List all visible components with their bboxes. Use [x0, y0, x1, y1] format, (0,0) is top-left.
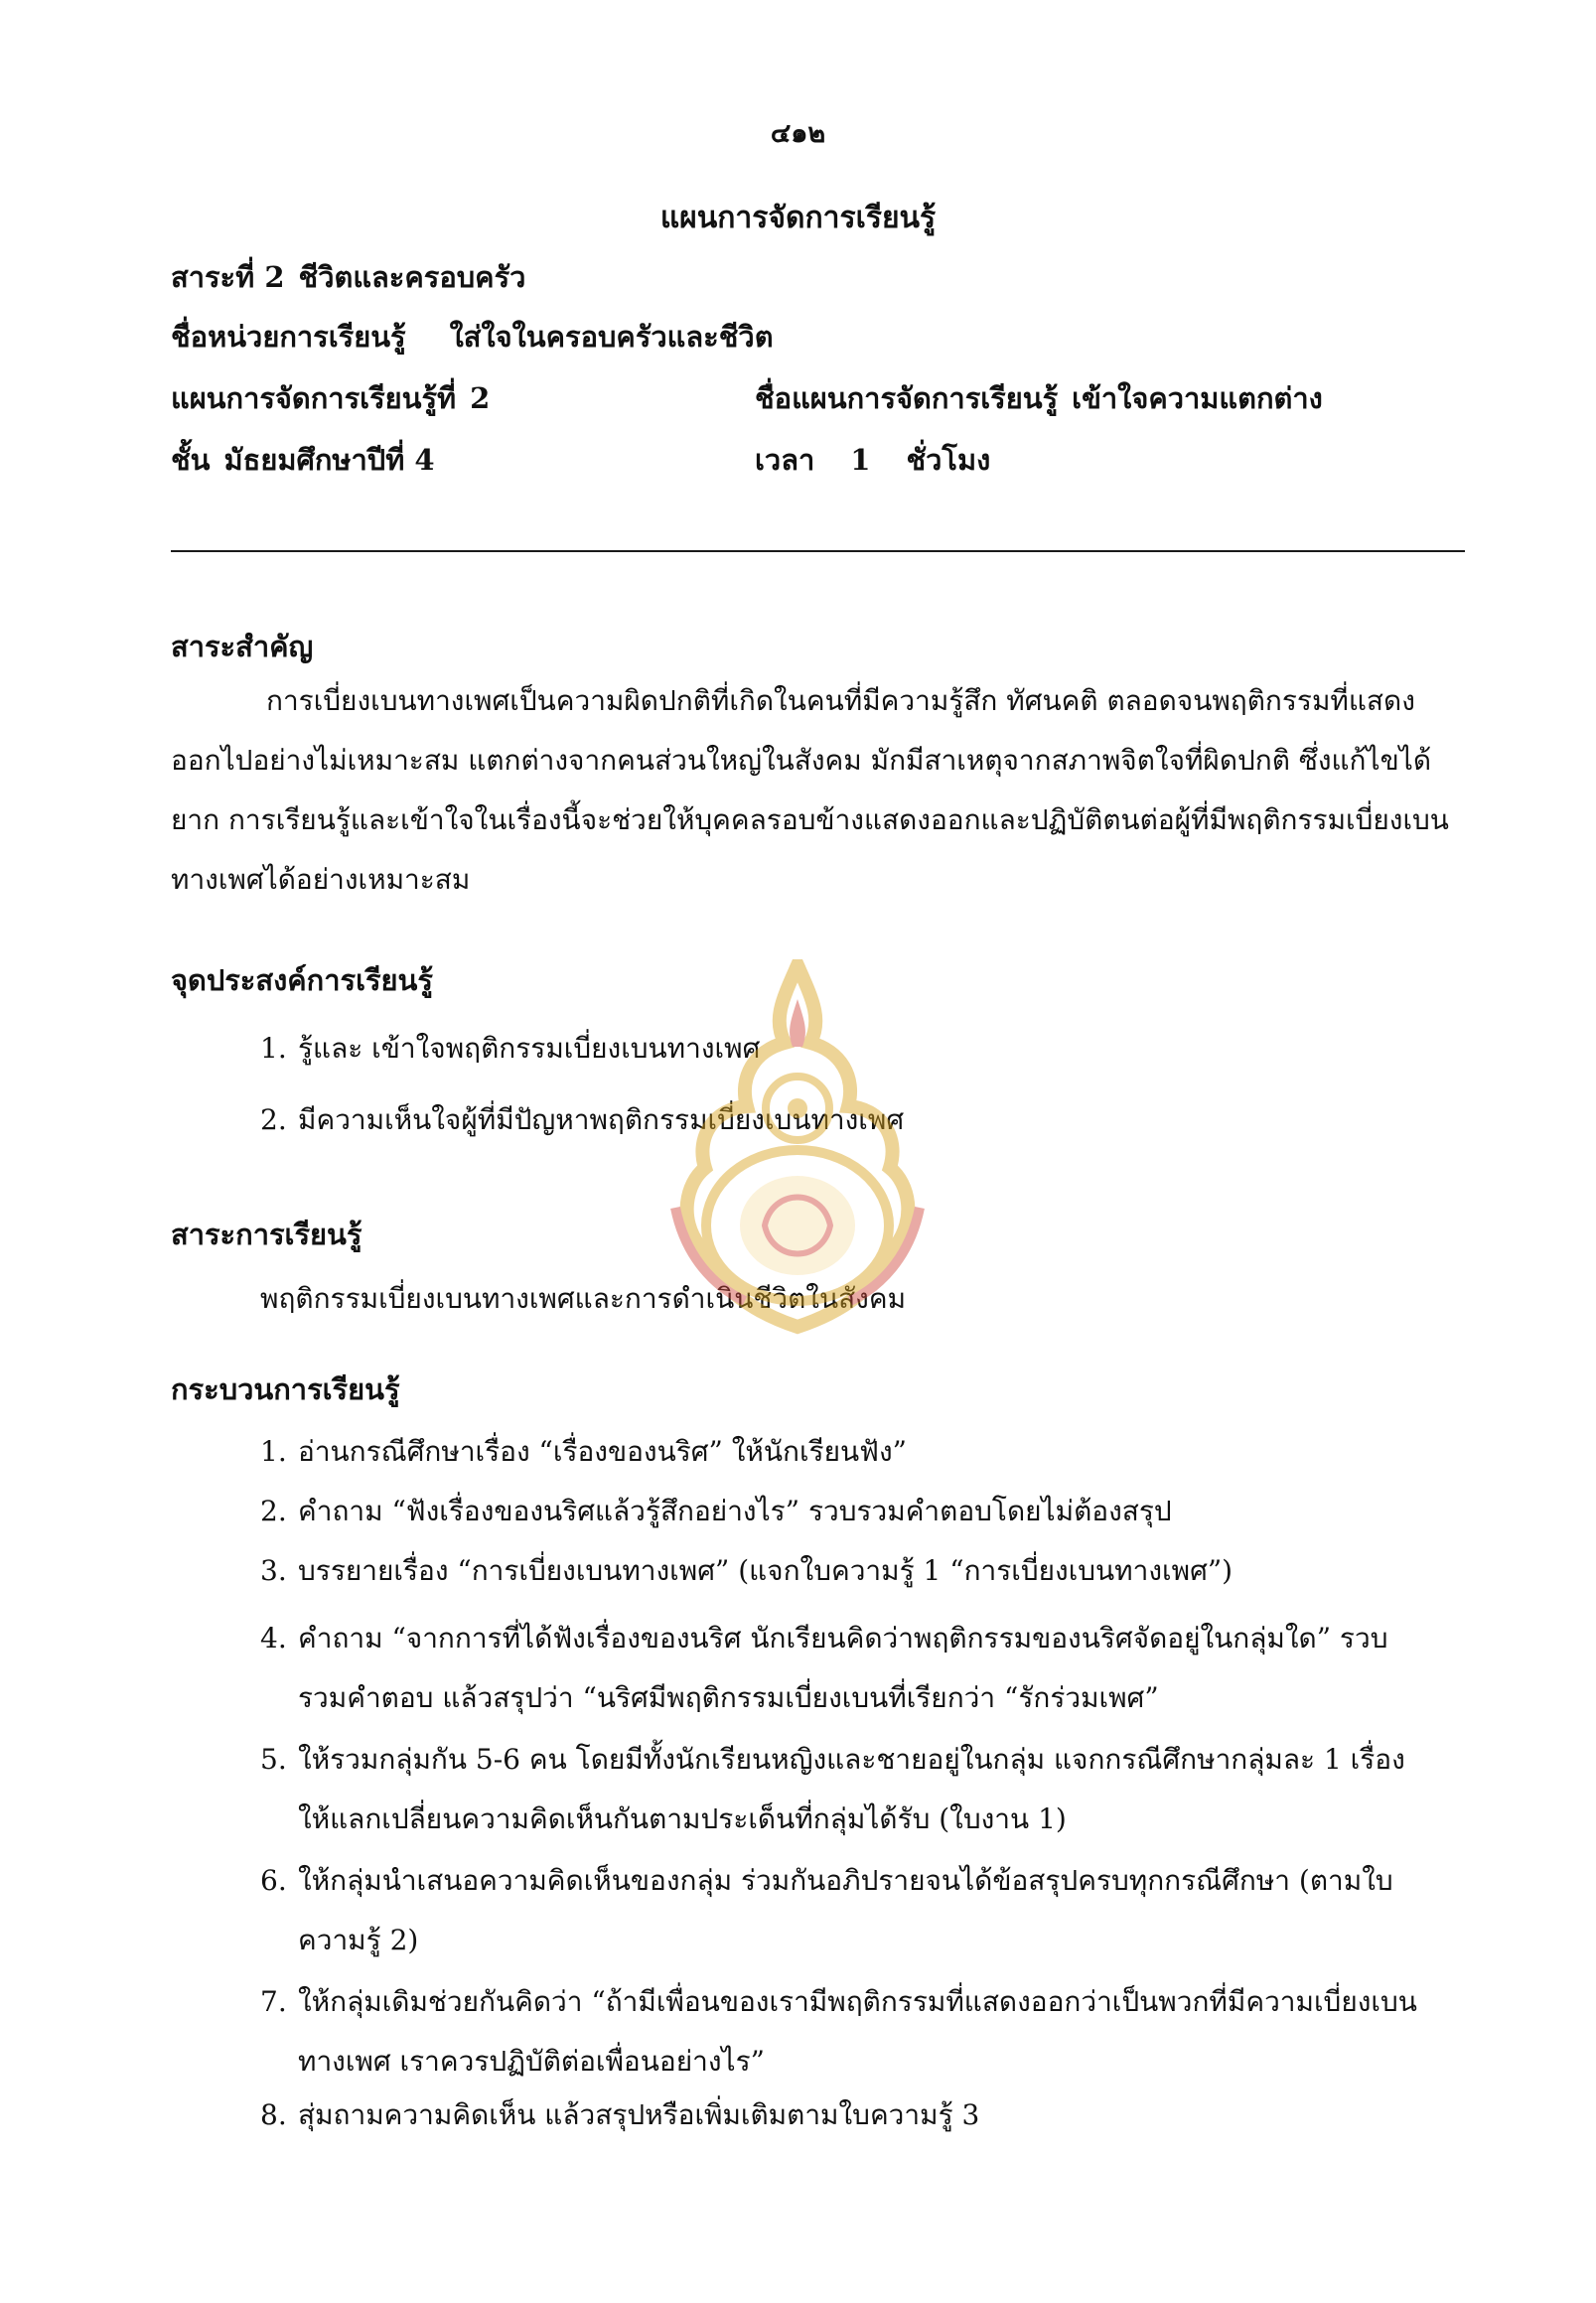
time-value: 1 [850, 443, 871, 477]
objectives-heading: จุดประสงค์การเรียนรู้ [171, 963, 433, 997]
step-number: 3. [260, 1554, 287, 1587]
step-text-continued: ทางเพศ เราควรปฏิบัติต่อเพื่อนอย่างไร” [298, 2045, 765, 2078]
step-text: บรรยายเรื่อง “การเบี่ยงเบนทางเพศ” (แจกใบความรู้ 1 “การเบี่ยงเบนทางเพศ”) [298, 1554, 1233, 1587]
plan-name: เข้าใจความแตกต่าง [1072, 381, 1323, 415]
step-text: อ่านกรณีศึกษาเรื่อง “เรื่องของนริศ” ให้นักเรียนฟัง” [298, 1435, 907, 1468]
step-number: 1. [260, 1435, 287, 1468]
process-step [260, 1609, 1387, 1728]
plan-name-label: ชื่อแผนการจัดการเรียนรู้ [755, 381, 1059, 415]
grade-label: ชั้น [171, 443, 211, 477]
process-step [260, 1851, 1393, 1970]
paragraph-line: การเบี่ยงเบนทางเพศเป็นความผิดปกติที่เกิดในคนที่มีความรู้สึก ทัศนคติ ตลอดจนพฤติกรรมที่แสดง [266, 684, 1415, 717]
objective-item [260, 1098, 904, 1142]
step-text: ให้กลุ่มเดิมช่วยกันคิดว่า “ถ้ามีเพื่อนของเรามีพฤติกรรมที่แสดงออกว่าเป็นพวกที่มีความเบี่ยงเบน [298, 1985, 1417, 2018]
learning-content-heading: สาระการเรียนรู้ [171, 1218, 363, 1251]
step-number: 2. [260, 1495, 287, 1527]
process-step [260, 1972, 1417, 2091]
step-text: คำถาม “ฟังเรื่องของนริศแล้วรู้สึกอย่างไร” รวบรวมคำตอบโดยไม่ต้องสรุป [298, 1495, 1172, 1527]
process-heading: กระบวนการเรียนรู้ [171, 1372, 400, 1406]
step-text: สุ่มถามความคิดเห็น แล้วสรุปหรือเพิ่มเติมตามใบความรู้ 3 [298, 2098, 980, 2131]
key-concept-paragraph [171, 671, 1460, 910]
objective-text: มีความเห็นใจผู้ที่มีปัญหาพฤติกรรมเบี่ยงเบนทางเพศ [298, 1103, 905, 1136]
step-text: ให้กลุ่มนำเสนอความคิดเห็นของกลุ่ม ร่วมกันอภิปรายจนได้ข้อสรุปครบทุกกรณีศึกษา (ตามใบ [298, 1864, 1393, 1897]
plan-label: แผนการจัดการเรียนรู้ที่ [171, 381, 457, 415]
step-number: 6. [260, 1864, 287, 1897]
process-step [260, 2093, 979, 2137]
step-text-continued: รวมคำตอบ แล้วสรุปว่า “นริศมีพฤติกรรมเบี่ยงเบนที่เรียกว่า “รักร่วมเพศ” [298, 1681, 1159, 1714]
step-number: 4. [260, 1622, 287, 1655]
time-line [755, 437, 990, 483]
process-step [260, 1549, 1233, 1593]
step-number: 5. [260, 1743, 287, 1776]
document-title: แผนการจัดการเรียนรู้ [659, 201, 937, 235]
strand-line [171, 254, 525, 300]
paragraph-line: ทางเพศได้อย่างเหมาะสม [171, 863, 471, 896]
plan-number: 2 [470, 381, 491, 415]
seal-outline-shape [687, 965, 909, 1327]
step-number: 7. [260, 1985, 287, 2018]
step-text: ให้รวมกลุ่มกัน 5-6 คน โดยมีทั้งนักเรียนหญิงและชายอยู่ในกลุ่ม แจกกรณีศึกษากลุ่มละ 1 เรื่อง [298, 1743, 1405, 1776]
unit-line [171, 314, 774, 360]
page-number: ๔๑๒ [770, 118, 826, 149]
learning-content-text: พฤติกรรมเบี่ยงเบนทางเพศและการดำเนินชีวิตในสังคม [260, 1282, 907, 1315]
process-step [260, 1430, 907, 1474]
seal-flame-shape [790, 999, 805, 1047]
seal-center-shape [740, 1176, 855, 1275]
paragraph-line: ออกไปอย่างไม่เหมาะสม แตกต่างจากคนส่วนใหญ่ในสังคม มักมีสาเหตุจากสภาพจิตใจที่ผิดปกติ ซึ่งแก้ไขได้ [171, 744, 1431, 777]
step-text-continued: ให้แลกเปลี่ยนความคิดเห็นกันตามประเด็นที่กลุ่มได้รับ (ใบงาน 1) [298, 1802, 1067, 1835]
objective-number: 1. [260, 1032, 287, 1065]
objective-number: 2. [260, 1103, 287, 1136]
key-concept-heading: สาระสำคัญ [171, 630, 314, 663]
objective-item [260, 1027, 760, 1071]
process-step [260, 1490, 1172, 1533]
paragraph-line: ยาก การเรียนรู้และเข้าใจในเรื่องนี้จะช่วยให้บุคคลรอบข้างแสดงออกและปฏิบัติตนต่อผู้ที่มีพฤติกรรมเบี่ยงเบน [171, 803, 1449, 836]
plan-number-line [171, 375, 490, 421]
step-text: คำถาม “จากการที่ได้ฟังเรื่องของนริศ นักเรียนคิดว่าพฤติกรรมของนริศจัดอยู่ในกลุ่มใด” รวบ [298, 1622, 1388, 1655]
step-number: 8. [260, 2098, 287, 2131]
strand-name: ชีวิตและครอบครัว [298, 260, 526, 294]
header-divider [171, 550, 1465, 552]
unit-label: ชื่อหน่วยการเรียนรู้ [171, 320, 406, 354]
time-label: เวลา [755, 443, 815, 477]
unit-name: ใส่ใจในครอบครัวและชีวิต [449, 320, 774, 354]
plan-name-line [755, 375, 1323, 421]
grade-value: มัธยมศึกษาปีที่ 4 [223, 443, 435, 477]
process-step [260, 1730, 1405, 1849]
objective-text: รู้และ เข้าใจพฤติกรรมเบี่ยงเบนทางเพศ [298, 1032, 761, 1065]
strand-label: สาระที่ 2 [171, 260, 285, 294]
seal-emblem-shape [765, 1198, 830, 1254]
time-unit: ชั่วโมง [906, 443, 991, 477]
grade-line [171, 437, 435, 483]
step-text-continued: ความรู้ 2) [298, 1924, 419, 1956]
